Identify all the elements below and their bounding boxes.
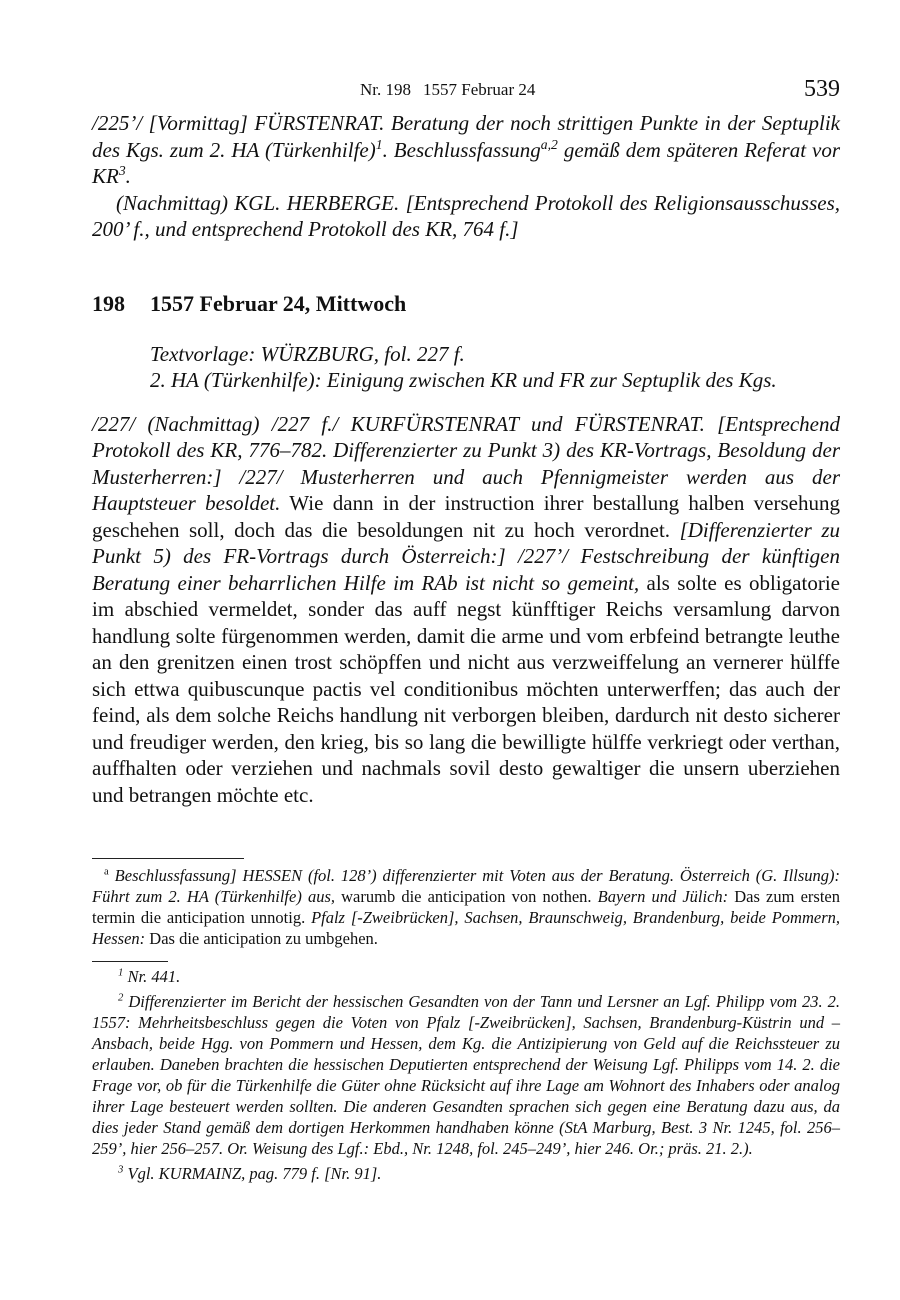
section-number: 198 (92, 290, 125, 316)
subject-line: 2. HA (Türkenhilfe): Einigung zwischen KR und FR zur Septuplik des Kgs. (150, 367, 777, 392)
intro-paragraph-morning (92, 110, 840, 190)
source-note (150, 341, 840, 393)
footnote-text: Differenzierter im Bericht der hessischen Gesandten von der Tann und Lersner an Lgf. Philipp vom 23. 2. 1557: Mehrheitsbeschluss gegen die Voten von Pfalz [-Zweibrücken], Sachsen, Brandenburg-Küstrin und –Ansbach, beide Hgg. von Pommern und Hessen, dem Kg. die Antizipierung von Geld auf die Reichssteuer zu erlauben. Daneben brachten die hessischen Deputierten entsprechend der Weisung Lgf. Philipps vom 14. 2. die Frage vor, ob für die Türkenhilfe die Güter ohne Rücksicht auf ihre Lage am Wohnort des Inhabers oder analog ihrer Lage besteuert werden sollten. Die anderen Gesandten sprachen sich gegen eine Beratung dazu aus, da dies jeder Stand gemäß dem dortigen Herkommen handhaben könne (StA Marburg, Best. 3 Nr. 1245, fol. 256–259’, hier 256–257. Or. Weisung des Lgf.: Ebd., Nr. 1248, fol. 245–249’, hier 246. Or.; präs. 21. 2.). (92, 992, 840, 1158)
footnote-divider (92, 858, 244, 859)
running-head-date: 1557 Februar 24 (423, 80, 536, 99)
footnote-marker: 3 (118, 1163, 124, 1176)
footnote-2 (92, 991, 840, 1159)
footnote-marker: 2 (118, 991, 124, 1004)
body-roman-2: als solte es obligatorie im abschied vermeldet, sonder das auff negst künfftiger Reichs versamlung darvon handlung solte fürgenommen werden, damit die arme und vom erbfeind betrangte leuthe an den grenitzen einen trost schöpffen und nicht aus verzweiffelung an vernerer hülffe sich ettwa quibuscunque pactis vel conditionibus möchten unterwerffen; das auch der feind, als dem solche Reichs handlung nit verborgen bleiben, dardurch nit desto sicherer und freudiger werden, den krieg, bis so lang die bewilligte hülffe verkriegt oder verthan, auffhalten oder verziehen und nachmals sovil desto gewaltiger die unsern uberziehen und betrangen möchte etc. (92, 570, 840, 807)
intro-paragraph-afternoon: (Nachmittag) KGL. HERBERGE. [Entsprechend Protokoll des Religionsausschusses, 200’ f., und entsprechend Protokoll des KR, 764 f.] (92, 190, 840, 241)
footnote-text: Das die anticipation zu umbgehen. (145, 929, 378, 948)
footnote-text: Pfalz [-Zweibrücken], Sachsen, Braunschweig, Brandenburg, beide Pommern, Hessen: (92, 908, 840, 948)
footnote-1 (92, 966, 840, 987)
footnote-ref-3[interactable]: 3 (118, 163, 126, 178)
body-paragraph (92, 411, 840, 809)
footnote-divider-numeric (92, 961, 168, 962)
document-page (92, 76, 840, 1184)
body-italic-2: [Differenzierter zu Punkt 5) des FR-Vortrags durch Österreich:] /227’/ Festschreibung der künftigen Beratung einer beharrlichen Hilfe im RAb ist nicht so gemeint, (92, 517, 840, 595)
footnote-text: Das zum ersten termin die anticipation unnotig. (92, 887, 840, 927)
footnote-3 (92, 1163, 840, 1184)
running-head-number: Nr. 198 (360, 80, 411, 99)
footnote-a (92, 865, 840, 949)
footnote-text: Beschlussfassung] HESSEN (fol. 128’) differenzierter mit Voten aus der Beratung. Österreich (G. Illsung): Führt zum 2. HA (Türkenhilfe) aus, (92, 866, 841, 906)
intro-text: . (125, 164, 131, 188)
textvorlage: Textvorlage: WÜRZBURG, fol. 227 f. (150, 341, 465, 366)
running-head (360, 80, 535, 100)
footnote-text: Nr. 441. (127, 967, 181, 986)
page-number: 539 (804, 76, 840, 102)
body-roman-1: Wie dann in der instruction ihrer bestallung halben versehung geschehen soll, doch das die besoldungen nit zu hoch verordnet. (92, 491, 840, 542)
section-title: 1557 Februar 24, Mittwoch (150, 290, 407, 316)
body-italic-1: /227/ (Nachmittag) /227 f./ KURFÜRSTENRAT und FÜRSTENRAT. [Entsprechend Protokoll des KR, 776–782. Differenzierter zu Punkt 3) des KR-Vortrags, Besoldung der Musterherren:] /227/ Musterherren und auch Pfennigmeister werden aus der Hauptsteuer besoldet. (92, 411, 840, 515)
section-heading (92, 291, 840, 317)
footnote-text: Vgl. KURMAINZ, pag. 779 f. [Nr. 91]. (127, 1164, 382, 1183)
footnote-ref-1[interactable]: 1 (375, 136, 383, 152)
intro-text: . Beschlussfassung (382, 137, 541, 162)
intro-text: /225’/ [Vormittag] FÜRSTENRAT. Beratung der noch strittigen Punkte in der Septuplik des Kgs. zum 2. HA (Türkenhilfe) (92, 111, 840, 162)
intro-text: gemäß dem späteren Referat vor KR (92, 137, 840, 188)
footnote-text: warumb die anticipation von nothen. (335, 887, 598, 906)
footnote-marker: a (104, 865, 109, 878)
footnote-ref-a2[interactable]: a,2 (540, 136, 558, 152)
footnote-text: Bayern und Jülich: (597, 887, 729, 906)
page-header (92, 76, 840, 110)
footnote-marker: 1 (118, 966, 124, 979)
